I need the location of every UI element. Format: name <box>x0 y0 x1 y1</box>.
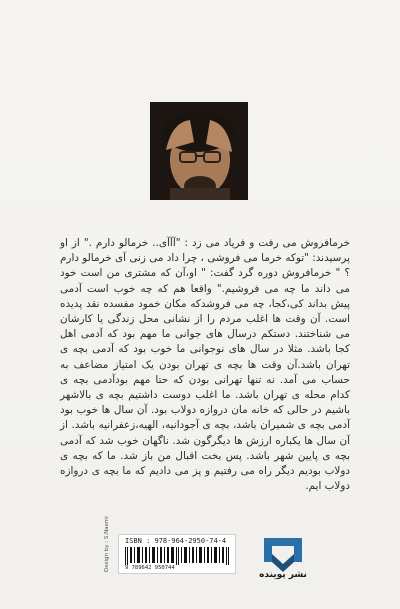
author-portrait-icon <box>150 102 248 200</box>
author-photo <box>150 102 248 200</box>
publisher-name: نشر پوینده <box>259 570 307 580</box>
barcode-icon <box>125 547 229 565</box>
barcode-box <box>118 534 236 574</box>
design-credit: Design by : S.Naemi <box>104 516 110 572</box>
blurb-text <box>60 236 350 494</box>
barcode-number: 9 789642 950744 <box>125 565 175 571</box>
isbn-label: ISBN : 978-964-2950-74-4 <box>125 537 227 545</box>
blurb-paragraph: خرمافروش می رفت و فریاد می زد : "آآآی.. خرمالو دارم ." از او پرسیدند: "توکه خرما می فروشی ، چرا داد می زنی آی خرمالو دارم ؟ " خرمافروش دوره گرد گفت: " او،آن که مشتری من است خود می داند ما چه می فروشیم." واقعا هم که چه خوب است آدمی پیش بداند کی،کجا، چه می فروشدکه مکان خمود مفسده نقد پدیده است. آن وقت ها اغلب مردم را از نشانی محل زندگی یا کارشان می شناختند. دستکم درسال های جوانی ما مهم بود که آدمی اهل کجا باشد. مثلا در سال های نوجوانی ما خوب بود که آدمی بچه ی تهران باشد.آن وقت ها بچه ی تهران بودن یک امتیاز مضاعف به حساب می آمد. نه تنها تهرانی بودن که حتا مهم بودآدمی بچه ی کدام محله ی تهران باشد. ما اغلب دوست داشتیم بچه ی بالاشهر باشیم در حالی که خانه مان دروازه دولاب بود. آن سال ها خوب بود آدمی بچه ی شمیران باشد، بچه ی آجودانیه، الهیه،زعفرانیه باشد. از آن سال ها یکباره ارزش ها دیگرگون شد. ناگهان خوب شد که آدمی بچه ی پایین شهر باشد. پس بخت اقبال من باز شد. ما که بچه ی دولاب بودیم دیگر راه می رفتیم و پز می دادیم که ما بچه ی دروازه دولاب ایم. <box>60 237 350 493</box>
